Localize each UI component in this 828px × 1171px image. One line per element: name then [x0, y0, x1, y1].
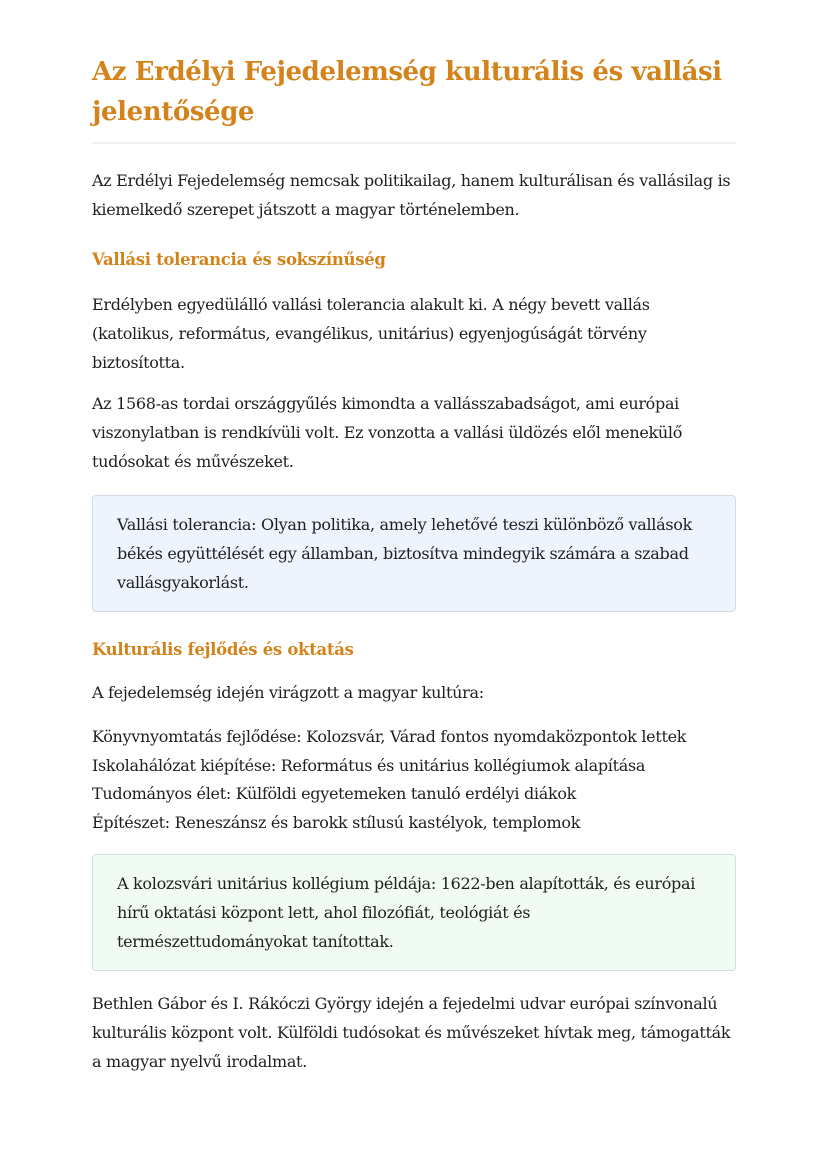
definition-text: Vallási tolerancia: Olyan politika, amely lehetővé teszi különböző vallások békés együttélését egy államban, biztosítva mindegyik számára a szabad vallásgyakorlást.: [117, 515, 692, 592]
example-box: [92, 854, 736, 971]
list-item: Könyvnyomtatás fejlődése: Kolozsvár, Várad fontos nyomdaközpontok lettek: [92, 727, 687, 746]
section-heading-religious-tolerance: Vallási tolerancia és sokszínűség: [92, 250, 386, 269]
example-text: A kolozsvári unitárius kollégium példája: 1622-ben alapították, és európai hírű oktatási központ lett, ahol filozófiát, teológiát és természettudományokat tanítottak.: [117, 874, 696, 951]
paragraph: Az 1568-as tordai országgyűlés kimondta a vallásszabadságot, ami európai viszonylatban is rendkívüli volt. Ez vonzotta a vallási üldözés elől menekülő tudósokat és művészeket.: [92, 394, 683, 471]
list-item: Építészet: Reneszánsz és barokk stílusú kastélyok, templomok: [92, 812, 581, 832]
closing-paragraph: Bethlen Gábor és I. Rákóczi György idején a fejedelmi udvar európai színvonalú kulturális központ volt. Külföldi tudósokat és művészeket hívtak meg, támogatták a magyar nyelvű irodalmat.: [92, 994, 731, 1071]
paragraph: A fejedelemség idején virágzott a magyar kultúra:: [92, 683, 484, 702]
list-item: Tudományos élet: Külföldi egyetemeken tanuló erdélyi diákok: [92, 784, 577, 803]
definition-box: [92, 495, 736, 612]
culture-list: [92, 723, 736, 837]
list-item: Iskolahálózat kiépítése: Református és unitárius kollégiumok alapítása: [92, 755, 646, 775]
intro-paragraph: Az Erdélyi Fejedelemség nemcsak politikailag, hanem kulturálisan és vallásilag is kiemelkedő szerepet játszott a magyar történelemben.: [92, 171, 731, 219]
page-title: Az Erdélyi Fejedelemség kulturális és vallási jelentősége: [92, 52, 736, 144]
paragraph: Erdélyben egyedülálló vallási tolerancia alakult ki. A négy bevett vallás (katolikus, református, evangélikus, unitárius) egyenjogúságát törvény biztosította.: [92, 295, 650, 372]
section-heading-cultural-development: Kulturális fejlődés és oktatás: [92, 640, 354, 659]
